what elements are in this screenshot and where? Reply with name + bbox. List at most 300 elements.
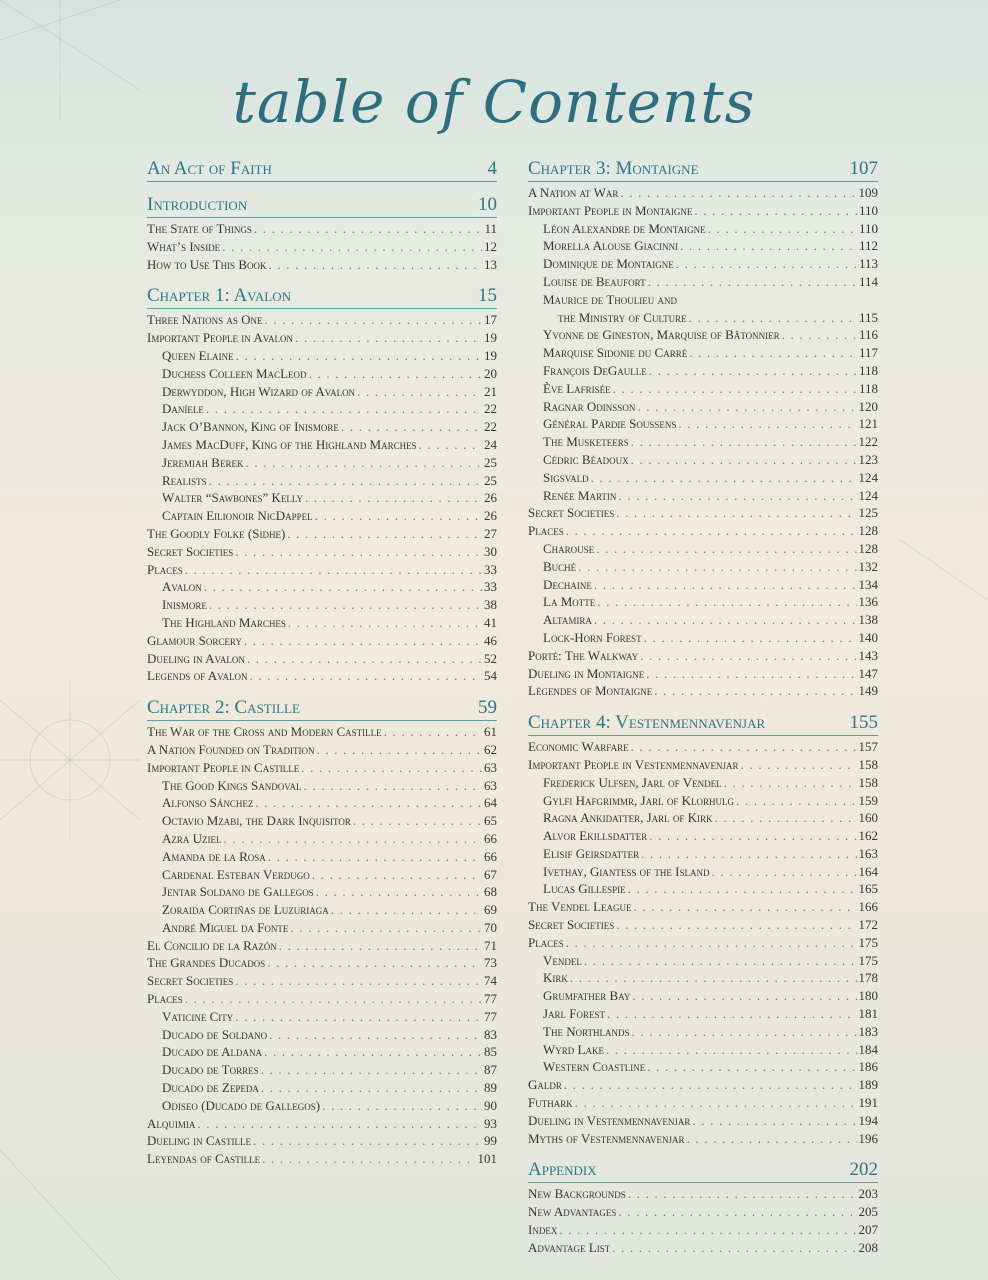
dot-leader: [631, 451, 857, 469]
toc-entry-page: 124: [858, 469, 878, 485]
toc-entry-page: 132: [858, 558, 878, 574]
toc-entry[interactable]: [147, 990, 497, 1008]
toc-entry-title: Alquimia: [147, 1115, 196, 1131]
toc-entry[interactable]: [147, 596, 497, 614]
toc-entry[interactable]: [147, 543, 497, 561]
toc-entry-title: Zoraida Cortiñas de Luzuriaga: [162, 902, 329, 918]
toc-entry[interactable]: [147, 238, 497, 256]
dot-leader: [649, 362, 857, 380]
toc-entry[interactable]: [528, 898, 878, 916]
chapter-heading[interactable]: [147, 158, 497, 182]
toc-entry[interactable]: [147, 614, 497, 632]
toc-entry[interactable]: [528, 845, 878, 863]
toc-entry-page: 205: [858, 1204, 878, 1220]
dot-leader: [222, 238, 482, 256]
chapter-heading[interactable]: [528, 712, 878, 736]
dot-leader: [261, 1079, 482, 1097]
dot-leader: [741, 756, 857, 774]
dot-leader: [566, 934, 857, 952]
toc-entry[interactable]: [528, 487, 878, 505]
dot-leader: [646, 665, 856, 683]
chapter-page-number: 4: [487, 158, 497, 179]
toc-entry-title: The Grandes Ducados: [147, 955, 266, 971]
toc-entry-page: 128: [858, 523, 878, 539]
toc-entry[interactable]: [147, 220, 497, 238]
dot-leader: [564, 1076, 857, 1094]
toc-entry[interactable]: [147, 311, 497, 329]
dot-leader: [254, 220, 483, 238]
chapter-title: Chapter 2: Castille: [147, 697, 300, 719]
toc-entry[interactable]: [147, 472, 497, 490]
dot-leader: [559, 1221, 856, 1239]
chapter-title: Chapter 1: Avalon: [147, 285, 292, 307]
toc-entry[interactable]: [528, 1094, 878, 1112]
toc-entry-title: Légendes of Montaigne: [528, 683, 653, 699]
toc-entry[interactable]: [528, 792, 878, 810]
dot-leader: [316, 883, 482, 901]
toc-entry[interactable]: [528, 451, 878, 469]
toc-entry-page: 52: [484, 650, 497, 666]
toc-entry-page: 25: [484, 454, 497, 470]
dot-leader: [304, 777, 482, 795]
toc-entry-title: James MacDuff, King of the Highland Marches: [162, 436, 417, 452]
toc-entry-page: 181: [858, 1006, 878, 1022]
toc-column-left: [147, 158, 497, 1180]
toc-entry-title: Derwyddon, High Wizard of Avalon: [162, 383, 356, 399]
toc-entry-page: 27: [484, 525, 497, 541]
toc-entry-page: 21: [484, 383, 497, 399]
toc-entry[interactable]: [528, 255, 878, 273]
toc-entry[interactable]: [147, 937, 497, 955]
toc-entry[interactable]: [147, 812, 497, 830]
toc-entry-page: 183: [858, 1023, 878, 1039]
toc-entry[interactable]: [528, 827, 878, 845]
dot-leader: [648, 273, 857, 291]
toc-entry[interactable]: [147, 794, 497, 812]
toc-entry-page: 54: [484, 668, 497, 684]
toc-entry[interactable]: [147, 1150, 497, 1168]
dot-leader: [618, 487, 856, 505]
toc-entry[interactable]: [147, 901, 497, 919]
dot-leader: [613, 380, 857, 398]
toc-entry[interactable]: [528, 1130, 878, 1148]
toc-entry-title: Louise de Beaufort: [543, 273, 646, 289]
toc-entry-list: [528, 1185, 878, 1256]
toc-entry[interactable]: [528, 380, 878, 398]
dot-leader: [689, 309, 857, 327]
toc-entry-title: The Musketeers: [543, 434, 629, 450]
chapter-heading[interactable]: [147, 697, 497, 721]
toc-entry[interactable]: [528, 344, 878, 362]
toc-section: [147, 158, 497, 182]
toc-entry-page: 143: [858, 647, 878, 663]
toc-entry[interactable]: [528, 558, 878, 576]
dot-leader: [255, 794, 482, 812]
dot-leader: [224, 830, 482, 848]
toc-entry-title: Important People in Vestenmennavenjar: [528, 756, 739, 772]
dot-leader: [269, 1026, 482, 1044]
toc-entry[interactable]: [528, 362, 878, 380]
toc-entry[interactable]: [528, 916, 878, 934]
chapter-heading[interactable]: [147, 285, 497, 309]
toc-entry[interactable]: [528, 1239, 878, 1257]
dot-leader: [384, 723, 482, 741]
toc-entry[interactable]: [147, 954, 497, 972]
dot-leader: [594, 576, 857, 594]
toc-entry[interactable]: [528, 1005, 878, 1023]
toc-entry[interactable]: [147, 759, 497, 777]
toc-entry-title: François DeGaulle: [543, 362, 647, 378]
toc-entry-title: Leyendas of Castille: [147, 1151, 261, 1167]
dot-leader: [264, 1043, 482, 1061]
toc-entry[interactable]: [147, 1026, 497, 1044]
dot-leader: [640, 647, 856, 665]
toc-entry-page: 124: [858, 487, 878, 503]
toc-entry-title: Glamour Sorcery: [147, 632, 242, 648]
dot-leader: [315, 507, 482, 525]
toc-entry-page: 191: [858, 1095, 878, 1111]
toc-entry[interactable]: [147, 329, 497, 347]
toc-entry-title: Cardenal Esteban Verdugo: [162, 866, 310, 882]
toc-entry[interactable]: [147, 418, 497, 436]
toc-entry-title: Inismore: [162, 597, 207, 613]
toc-entry[interactable]: [528, 273, 878, 291]
toc-entry[interactable]: [528, 469, 878, 487]
toc-entry-page: 38: [484, 597, 497, 613]
toc-entry[interactable]: [147, 650, 497, 668]
toc-entry-title: Dechaine: [543, 576, 592, 592]
dot-leader: [287, 525, 482, 543]
toc-entry-title: Jack O’Bannon, King of Inismore: [162, 419, 339, 435]
dot-leader: [570, 969, 857, 987]
toc-entry-page: 203: [858, 1186, 878, 1202]
dot-leader: [309, 365, 482, 383]
toc-entry[interactable]: [147, 1043, 497, 1061]
chapter-title: Chapter 3: Montaigne: [528, 158, 699, 179]
toc-entry-title: Wyrd Lake: [543, 1041, 604, 1057]
toc-entry-list: [528, 184, 878, 700]
toc-entry[interactable]: [528, 880, 878, 898]
toc-entry-title: Renée Martin: [543, 487, 617, 503]
toc-entry-page: 186: [858, 1059, 878, 1075]
toc-entry-page: 166: [858, 899, 878, 915]
toc-entry[interactable]: [528, 540, 878, 558]
dot-leader: [678, 415, 856, 433]
dot-leader: [204, 578, 482, 596]
toc-entry[interactable]: [528, 756, 878, 774]
toc-entry[interactable]: [147, 561, 497, 579]
toc-entry[interactable]: [528, 774, 878, 792]
toc-entry[interactable]: [147, 1061, 497, 1079]
toc-section: [528, 1159, 878, 1256]
toc-entry-page: 99: [484, 1133, 497, 1149]
dot-leader: [206, 400, 482, 418]
toc-entry[interactable]: [528, 398, 878, 416]
toc-entry-list: [147, 311, 497, 685]
toc-entry[interactable]: [528, 809, 878, 827]
toc-entry-page: 196: [858, 1130, 878, 1146]
dot-leader: [245, 454, 482, 472]
toc-entry[interactable]: [147, 777, 497, 795]
dot-leader: [419, 436, 482, 454]
dot-leader: [261, 1061, 482, 1079]
toc-entry-title: Léon Alexandre de Montaigne: [543, 220, 706, 236]
toc-entry[interactable]: [147, 1008, 497, 1026]
toc-entry-page: 109: [858, 185, 878, 200]
dot-leader: [185, 561, 482, 579]
toc-entry[interactable]: [147, 383, 497, 401]
toc-entry-title: Galdr: [528, 1077, 562, 1093]
toc-entry-page: 113: [858, 256, 878, 272]
toc-entry[interactable]: [528, 1112, 878, 1130]
toc-entry[interactable]: [528, 415, 878, 433]
toc-entry[interactable]: [528, 738, 878, 756]
dot-leader: [637, 398, 856, 416]
dot-leader: [341, 418, 482, 436]
toc-entry-page: 165: [858, 881, 878, 897]
toc-entry[interactable]: [147, 830, 497, 848]
toc-entry-title: The Vendel League: [528, 899, 632, 915]
toc-entry[interactable]: [528, 593, 878, 611]
chapter-heading[interactable]: [147, 194, 497, 218]
dot-leader: [295, 329, 482, 347]
dot-leader: [724, 774, 857, 792]
dot-leader: [632, 1023, 857, 1041]
dot-leader: [689, 344, 857, 362]
toc-entry-list: [147, 220, 497, 273]
toc-entry-page: 66: [484, 830, 497, 846]
toc-entry-title: the Ministry of Culture: [558, 309, 687, 325]
dot-leader: [597, 593, 856, 611]
toc-entry[interactable]: [147, 632, 497, 650]
toc-entry[interactable]: [528, 237, 878, 255]
chapter-heading[interactable]: [528, 158, 878, 182]
toc-entry[interactable]: [147, 489, 497, 507]
toc-section: [147, 285, 497, 685]
toc-section: [147, 697, 497, 1168]
toc-entry[interactable]: [528, 987, 878, 1005]
chapter-heading[interactable]: [528, 1159, 878, 1183]
dot-leader: [692, 1112, 856, 1130]
toc-entry[interactable]: [528, 1076, 878, 1094]
toc-entry[interactable]: [147, 667, 497, 685]
toc-entry-page: 26: [484, 490, 497, 506]
toc-entry-list: [147, 723, 497, 1168]
dot-leader: [566, 522, 857, 540]
toc-entry-title: The Northlands: [543, 1023, 630, 1039]
toc-entry[interactable]: [528, 433, 878, 451]
toc-entry[interactable]: [528, 576, 878, 594]
toc-entry-title: The Goodly Folke (Sidhe): [147, 525, 286, 541]
toc-entry-page: 73: [484, 955, 497, 971]
toc-entry-page: 46: [484, 632, 497, 648]
toc-entry[interactable]: [528, 1023, 878, 1041]
toc-entry-title: El Concilio de la Razón: [147, 937, 277, 953]
toc-entry-page: 138: [858, 612, 878, 628]
toc-entry[interactable]: [147, 1115, 497, 1133]
toc-entry-page: 122: [858, 434, 878, 450]
toc-entry[interactable]: [147, 365, 497, 383]
toc-entry[interactable]: [528, 934, 878, 952]
toc-entry-page: 128: [858, 540, 878, 556]
toc-entry[interactable]: [147, 454, 497, 472]
toc-entry[interactable]: [147, 347, 497, 365]
toc-entry-title: Alvor Ekillsdatter: [543, 828, 648, 844]
toc-entry[interactable]: [528, 1058, 878, 1076]
toc-entry[interactable]: [147, 723, 497, 741]
toc-entry-page: 67: [484, 866, 497, 882]
dot-leader: [578, 558, 856, 576]
toc-entry-page: 162: [858, 828, 878, 844]
toc-entry[interactable]: [528, 220, 878, 238]
toc-entry-title: Daníele: [162, 401, 204, 417]
toc-entry[interactable]: [528, 309, 878, 327]
toc-entry-page: 74: [484, 973, 497, 989]
toc-entry-title: The War of the Cross and Modern Castille: [147, 724, 382, 740]
toc-entry[interactable]: [147, 866, 497, 884]
toc-entry[interactable]: [528, 1185, 878, 1203]
toc-entry[interactable]: [528, 1203, 878, 1221]
toc-section: [147, 194, 497, 273]
toc-entry-title: Ragna Ankidatter, Jarl of Kirk: [543, 810, 713, 826]
toc-entry-title: Legends of Avalon: [147, 668, 248, 684]
toc-entry-page: 117: [858, 345, 878, 361]
toc-entry[interactable]: [528, 682, 878, 700]
toc-entry-page: 125: [858, 505, 878, 521]
toc-entry-title: Vaticine City: [162, 1008, 234, 1024]
toc-entry[interactable]: [147, 400, 497, 418]
toc-entry-page: 121: [858, 416, 878, 432]
toc-entry-title: Places: [528, 934, 564, 950]
toc-entry-page: 134: [858, 576, 878, 592]
toc-entry[interactable]: [528, 611, 878, 629]
toc-entry-page: 180: [858, 988, 878, 1004]
toc-entry-page: 114: [858, 273, 878, 289]
chapter-title: Introduction: [147, 194, 248, 215]
toc-entry[interactable]: [528, 629, 878, 647]
chapter-page-number: 155: [849, 712, 878, 734]
chapter-page-number: 15: [478, 285, 497, 307]
dot-leader: [618, 1203, 856, 1221]
toc-entry-title: Secret Societies: [528, 505, 615, 521]
toc-entry-page: 17: [484, 312, 497, 328]
dot-leader: [715, 809, 857, 827]
toc-entry-title: Dueling in Avalon: [147, 650, 245, 666]
toc-entry[interactable]: [528, 522, 878, 540]
toc-entry[interactable]: [528, 504, 878, 522]
toc-entry-title: Kirk: [543, 970, 568, 986]
toc-entry-title: Ducado de Aldana: [162, 1044, 263, 1060]
toc-entry-page: 69: [484, 902, 497, 918]
toc-entry-page: 175: [858, 952, 878, 968]
toc-entry[interactable]: [528, 184, 878, 202]
dot-leader: [616, 916, 856, 934]
toc-entry-title: Morella Alouse Giacinni: [543, 238, 679, 254]
dot-leader: [235, 543, 482, 561]
dot-leader: [736, 792, 857, 810]
chapter-title: Appendix: [528, 1159, 597, 1181]
toc-entry-page: 164: [858, 863, 878, 879]
toc-entry[interactable]: [528, 665, 878, 683]
dot-leader: [244, 632, 482, 650]
dot-leader: [209, 596, 482, 614]
toc-entry-title: Dueling in Vestenmennavenjar: [528, 1112, 691, 1128]
toc-entry[interactable]: [147, 919, 497, 937]
toc-entry[interactable]: [147, 1097, 497, 1115]
page-title: table of Contents: [232, 68, 756, 136]
dot-leader: [235, 1008, 482, 1026]
toc-entry-page: 19: [484, 347, 497, 363]
toc-entry[interactable]: [147, 1132, 497, 1150]
toc-entry[interactable]: [147, 1079, 497, 1097]
toc-entry-title: Important People in Castille: [147, 759, 300, 775]
toc-entry-page: 157: [858, 739, 878, 755]
toc-entry[interactable]: [147, 525, 497, 543]
toc-entry-page: 64: [484, 795, 497, 811]
toc-entry[interactable]: [528, 1041, 878, 1059]
dot-leader: [268, 848, 482, 866]
dot-leader: [288, 614, 482, 632]
dot-leader: [632, 987, 856, 1005]
toc-entry-page: 110: [858, 202, 878, 218]
toc-entry-title: Sigsvald: [543, 469, 589, 485]
toc-entry-title: Altamira: [543, 612, 592, 628]
toc-entry-title: A Nation Founded on Tradition: [147, 741, 315, 757]
toc-entry-page: 22: [484, 419, 497, 435]
toc-entry[interactable]: [528, 202, 878, 220]
toc-entry-title: Jeremiah Berek: [162, 454, 244, 470]
toc-entry-title: Elisif Geirsdatter: [543, 845, 640, 861]
dot-leader: [591, 469, 857, 487]
toc-entry[interactable]: [528, 647, 878, 665]
dot-leader: [235, 972, 482, 990]
toc-entry[interactable]: [528, 291, 878, 309]
toc-entry-page: 147: [858, 665, 878, 681]
toc-entry-page: 120: [858, 398, 878, 414]
toc-entry-page: 66: [484, 848, 497, 864]
toc-entry-title: Grumfather Bay: [543, 988, 631, 1004]
chapter-page-number: 59: [478, 697, 497, 719]
toc-entry[interactable]: [528, 969, 878, 987]
toc-entry[interactable]: [147, 256, 497, 274]
toc-entry[interactable]: [528, 952, 878, 970]
toc-entry-page: 63: [484, 777, 497, 793]
toc-section: [528, 712, 878, 1147]
toc-entry[interactable]: [147, 578, 497, 596]
toc-entry[interactable]: [147, 741, 497, 759]
toc-entry-page: 172: [858, 917, 878, 933]
chapter-title: Chapter 4: Vestenmennavenjar: [528, 712, 766, 734]
toc-entry-title: Lucas Gillespie: [543, 881, 626, 897]
toc-entry[interactable]: [528, 1221, 878, 1239]
toc-entry[interactable]: [147, 436, 497, 454]
toc-entry[interactable]: [528, 326, 878, 344]
toc-entry[interactable]: [147, 848, 497, 866]
dot-leader: [209, 472, 482, 490]
toc-entry[interactable]: [147, 972, 497, 990]
toc-entry-page: 63: [484, 759, 497, 775]
toc-entry-title: Maurice de Thoulieu and: [543, 291, 678, 307]
toc-entry-page: 62: [484, 741, 497, 757]
toc-entry[interactable]: [528, 863, 878, 881]
toc-section: [528, 158, 878, 700]
toc-entry[interactable]: [147, 883, 497, 901]
dot-leader: [634, 898, 857, 916]
toc-entry-title: Ducado de Torres: [162, 1062, 259, 1078]
toc-entry-title: Marquise Sidonie du Carré: [543, 345, 688, 361]
dot-leader: [357, 383, 482, 401]
toc-entry[interactable]: [147, 507, 497, 525]
